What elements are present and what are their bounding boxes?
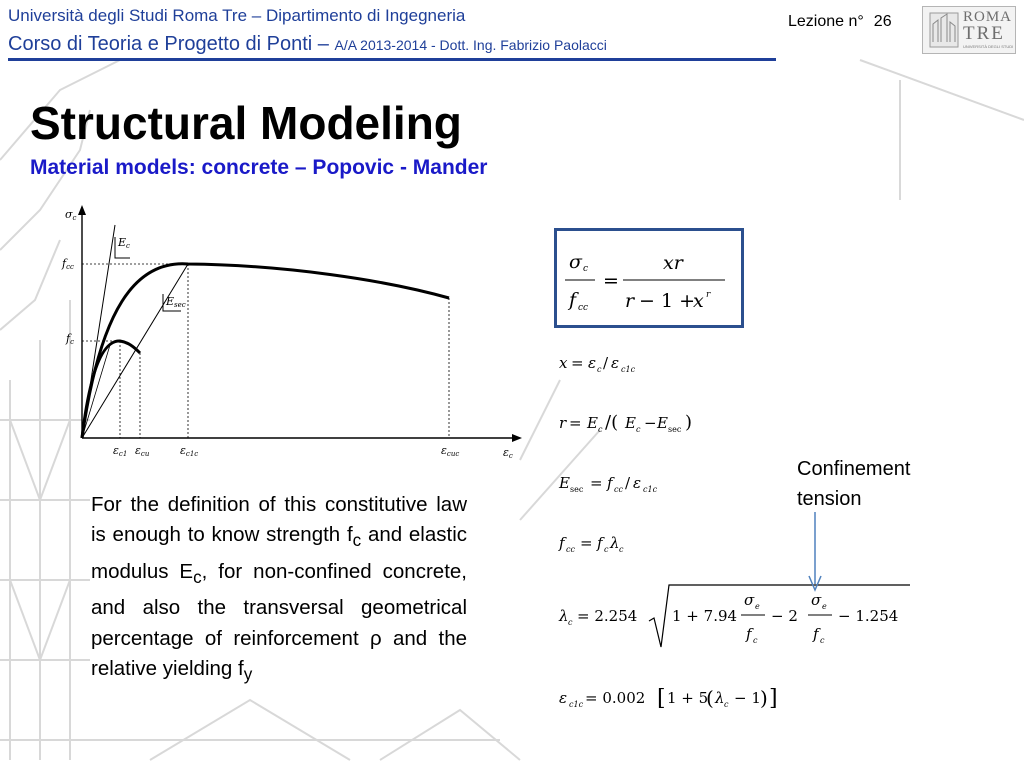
formula-fcc — [558, 534, 624, 554]
svg-text:c: c — [568, 618, 573, 627]
lecture-number-label — [788, 13, 892, 31]
svg-text:): ) — [685, 412, 693, 433]
svg-text:r: r — [559, 414, 567, 432]
formula-x — [559, 354, 636, 374]
svg-text:f: f — [569, 289, 577, 311]
tick-label-ec1c: εc1c — [180, 444, 199, 458]
svg-text:c: c — [598, 425, 603, 434]
formula-esec — [558, 474, 658, 494]
svg-text:cc: cc — [566, 545, 575, 554]
svg-text:=: = — [569, 414, 582, 432]
secant-line-esec — [82, 264, 188, 438]
svg-text:ε: ε — [559, 689, 568, 707]
tick-label-ecuc: εcuc — [441, 444, 460, 458]
svg-text:c: c — [724, 700, 729, 709]
svg-text:sec: sec — [668, 425, 682, 434]
svg-text:E: E — [625, 414, 636, 432]
svg-text:λ: λ — [610, 534, 620, 552]
svg-text:λ: λ — [715, 689, 725, 707]
course-name: Corso di Teoria e Progetto di Ponti – — [8, 33, 335, 55]
svg-text:σ: σ — [744, 591, 755, 609]
slide-subtitle: Material models: concrete – Popovic - Mander — [30, 156, 488, 179]
svg-text:c: c — [636, 425, 641, 434]
svg-text:ε: ε — [588, 354, 597, 372]
svg-text:=: = — [580, 534, 593, 552]
formula-r — [559, 412, 692, 434]
confinement-tension-annotation — [797, 454, 910, 514]
svg-text:c: c — [583, 264, 589, 274]
svg-text:cc: cc — [578, 303, 589, 313]
logo-tre: TRE — [963, 23, 1005, 44]
x-axis-label: εc — [503, 446, 513, 460]
tick-label-ec1: εc1 — [113, 444, 128, 458]
svg-text:f: f — [559, 534, 565, 552]
svg-text:σ: σ — [811, 591, 822, 609]
svg-text:−: − — [644, 414, 657, 432]
svg-text:λ: λ — [559, 607, 569, 625]
svg-text:=: = — [603, 270, 619, 292]
y-axis-label: σc — [65, 208, 77, 222]
slide-title: Structural Modeling — [30, 97, 462, 149]
tick-label-ecu: εcu — [135, 444, 150, 458]
svg-text:c1c: c1c — [569, 700, 584, 709]
svg-text:x: x — [559, 354, 568, 372]
svg-text:/(: /( — [605, 412, 619, 433]
svg-text:= 2.254: = 2.254 — [577, 607, 638, 625]
svg-text:c1c: c1c — [621, 365, 636, 374]
svg-text:− 1: − 1 — [734, 689, 761, 707]
formula-sigma-ratio — [557, 231, 741, 325]
svg-text:]: ] — [769, 686, 778, 711]
svg-text:sec: sec — [570, 485, 584, 494]
svg-text:f: f — [746, 625, 752, 643]
stress-strain-chart — [55, 200, 530, 470]
svg-text:E: E — [587, 414, 598, 432]
svg-text:− 1 +: − 1 + — [639, 290, 696, 312]
crest-icon — [929, 12, 959, 48]
unconfined-secant — [82, 345, 110, 438]
tick-label-fcc: fcc — [62, 257, 74, 271]
svg-text:=: = — [590, 474, 603, 492]
svg-text:σ: σ — [569, 251, 582, 273]
svg-text:/: / — [603, 354, 609, 372]
svg-text:c: c — [820, 636, 825, 645]
label-esec: Esec — [166, 295, 186, 309]
lecture-number: 26 — [873, 13, 892, 30]
university-header: Università degli Studi Roma Tre – Dipartimento di Ingegneria — [8, 6, 466, 25]
course-header — [8, 33, 607, 56]
formula-lambda — [558, 585, 910, 647]
annotation-line1: Confinement — [797, 458, 911, 480]
svg-text:xr: xr — [663, 252, 683, 274]
y-axis-arrow — [78, 205, 86, 215]
formulas-column — [545, 335, 925, 735]
body-paragraph: For the definition of this constitutive law is enough to know strength $f_c$ and elastic modulus $E_c$, for non-confined concrete, and also the transversal geometrical percentage of reinforcement ρ and the relative yielding $f_y$ — [91, 493, 467, 685]
annotation-line2: tension — [797, 488, 862, 510]
svg-text:r: r — [625, 290, 635, 312]
svg-text:− 2: − 2 — [771, 607, 798, 625]
svg-text:c1c: c1c — [643, 485, 658, 494]
svg-text:E: E — [559, 474, 570, 492]
svg-text:f: f — [607, 474, 613, 492]
svg-text:(: ( — [706, 686, 714, 710]
course-details: A/A 2013-2014 - Dott. Ing. Fabrizio Paolacci — [334, 37, 607, 53]
label-ec: Ec — [118, 236, 130, 250]
svg-text:=: = — [571, 354, 584, 372]
svg-text:E: E — [657, 414, 668, 432]
svg-text:x: x — [693, 290, 704, 312]
svg-text:= 0.002: = 0.002 — [585, 689, 646, 707]
x-axis-arrow — [512, 434, 522, 442]
lecture-label: Lezione n° — [788, 13, 864, 30]
svg-text:e: e — [755, 602, 760, 611]
svg-text:f: f — [813, 625, 819, 643]
svg-text:c: c — [619, 545, 624, 554]
svg-text:c: c — [753, 636, 758, 645]
svg-text:): ) — [760, 686, 768, 710]
arrow-down-icon — [800, 510, 830, 594]
svg-text:[: [ — [657, 686, 666, 711]
svg-text:cc: cc — [614, 485, 623, 494]
logo-university: UNIVERSITÀ DEGLI STUDI — [963, 44, 1014, 49]
svg-text:c: c — [597, 365, 602, 374]
svg-text:1 + 5: 1 + 5 — [667, 689, 709, 707]
svg-text:ε: ε — [611, 354, 620, 372]
tick-label-fc: fc — [66, 332, 74, 346]
formula-ec1c — [559, 686, 778, 711]
svg-text:c: c — [604, 545, 609, 554]
svg-text:f: f — [597, 534, 603, 552]
svg-text:r: r — [706, 290, 711, 300]
svg-text:− 1.254: − 1.254 — [838, 607, 899, 625]
svg-text:ε: ε — [633, 474, 642, 492]
header-divider — [8, 58, 776, 61]
svg-text:1 + 7.94: 1 + 7.94 — [672, 607, 738, 625]
logo-roma: ROMA — [963, 9, 1013, 25]
svg-text:/: / — [625, 474, 631, 492]
roma-tre-logo — [922, 6, 1016, 54]
main-formula-box — [554, 228, 744, 328]
svg-text:e: e — [822, 602, 827, 611]
